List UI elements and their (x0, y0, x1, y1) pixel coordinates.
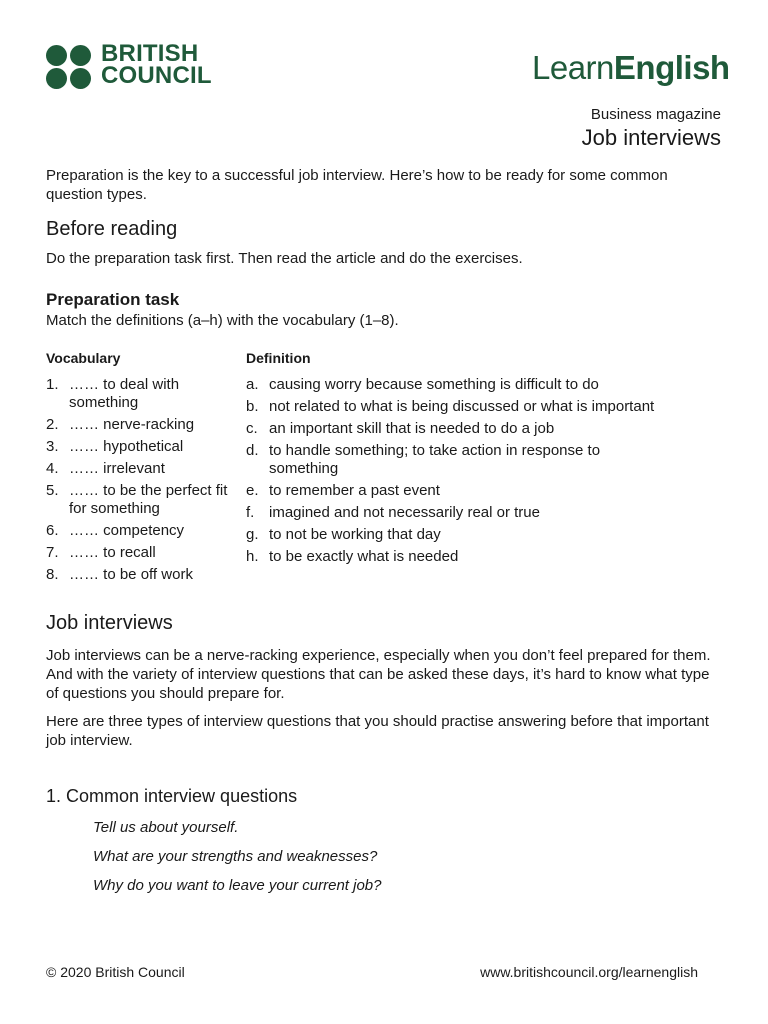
article-heading: Job interviews (46, 612, 173, 634)
list-item: d. to handle something; to take action in response to something (246, 442, 601, 477)
list-item: 5. …… to be the perfect fit for something (46, 482, 228, 517)
article-paragraph-1: Job interviews can be a nerve-racking experience, especially when you don’t feel prepared for them. And with the variety of interview questions that can be asked these days, it’s hard to know what type of questions you should prepare for. (46, 647, 711, 702)
list-item: f. imagined and not necessarily real or true (246, 504, 540, 521)
list-item: g. to not be working that day (246, 526, 441, 543)
before-reading-heading: Before reading (46, 218, 178, 240)
preparation-task-heading: Preparation task (46, 290, 180, 309)
page-title: Job interviews (581, 125, 721, 150)
list-item: 4. …… irrelevant (46, 460, 165, 477)
footer-copyright: © 2020 British Council (46, 964, 185, 980)
definition-column-heading: Definition (246, 350, 311, 366)
magazine-label: Business magazine (590, 106, 721, 123)
section-1-heading: 1. Common interview questions (46, 786, 298, 806)
list-item: 6. …… competency (46, 522, 185, 539)
list-item: c. an important skill that is needed to do a job (246, 420, 555, 437)
list-item: b. not related to what is being discussed or what is important (246, 398, 655, 415)
british-council-logo-dots (46, 45, 94, 89)
vocabulary-column-heading: Vocabulary (46, 350, 121, 366)
list-item: 2. …… nerve-racking (46, 416, 195, 433)
list-item: 3. …… hypothetical (46, 438, 184, 455)
list-item: h. to be exactly what is needed (246, 548, 459, 565)
interview-question: Tell us about yourself. (93, 819, 239, 836)
before-reading-text: Do the preparation task first. Then read the article and do the exercises. (46, 250, 523, 267)
list-item: e. to remember a past event (246, 482, 440, 499)
interview-question: Why do you want to leave your current job? (93, 877, 382, 894)
list-item: 1. …… to deal with something (46, 376, 180, 411)
list-item: 8. …… to be off work (46, 566, 193, 583)
article-paragraph-2: Here are three types of interview questions that you should practise answering before that important job interview. (46, 713, 709, 749)
footer-url[interactable]: www.britishcouncil.org/learnenglish (480, 964, 698, 980)
interview-question: What are your strengths and weaknesses? (93, 848, 378, 865)
vocabulary-list (46, 376, 226, 584)
list-item: a. causing worry because something is difficult to do (246, 376, 599, 393)
intro-paragraph: Preparation is the key to a successful job interview. Here’s how to be ready for some common question types. (46, 167, 668, 203)
preparation-task-text: Match the definitions (a–h) with the vocabulary (1–8). (46, 312, 399, 329)
learnenglish-logo: LearnEnglish (532, 49, 730, 86)
british-council-logo-text: BRITISH COUNCIL (101, 40, 212, 89)
definition-list (246, 376, 706, 566)
list-item: 7. …… to recall (46, 544, 156, 561)
